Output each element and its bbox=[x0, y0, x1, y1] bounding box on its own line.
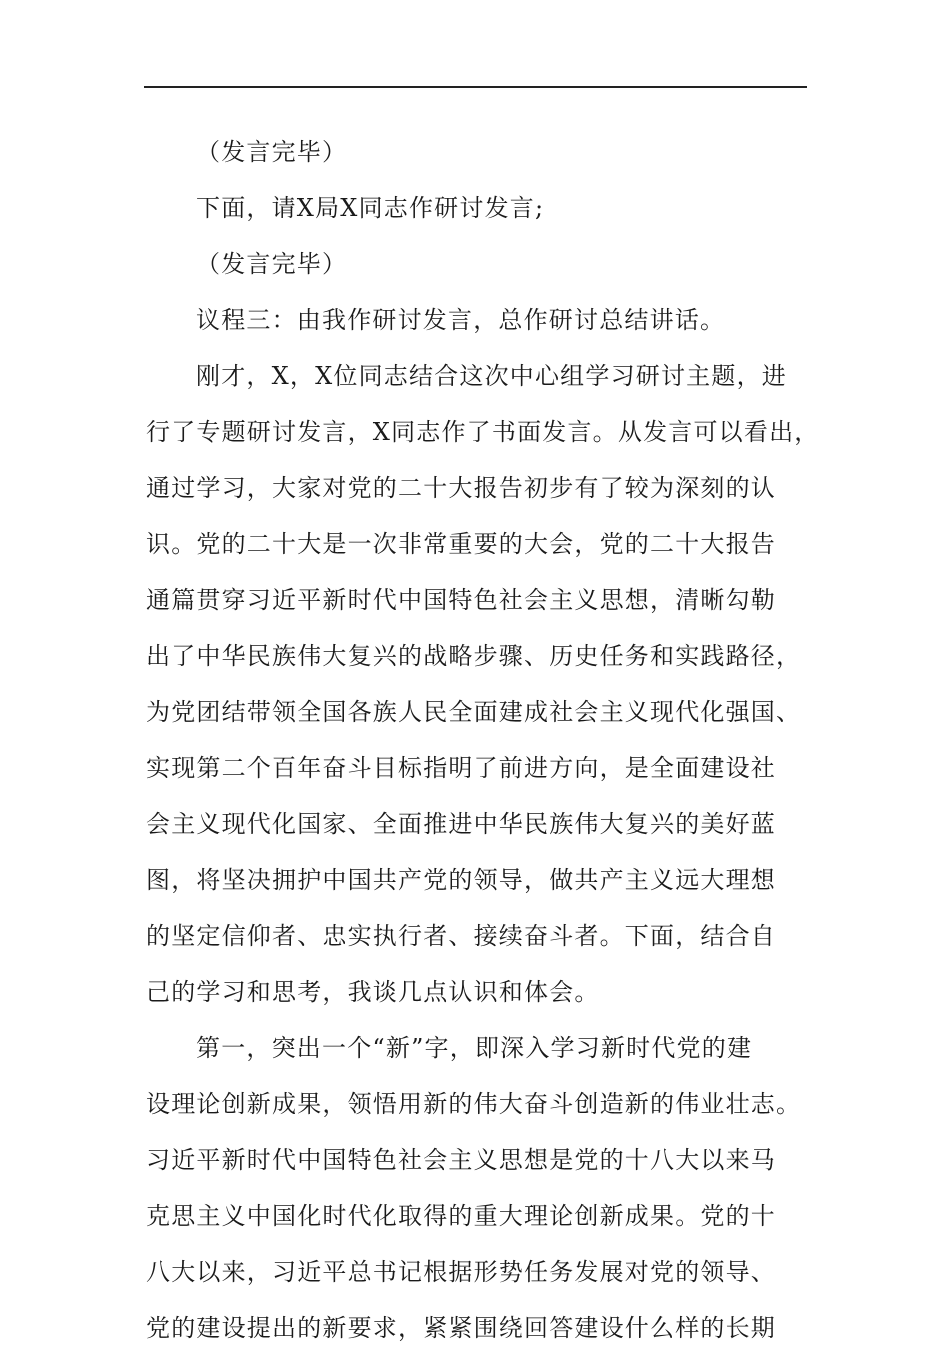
text-line: 为党团结带领全国各族人民全面建成社会主义现代化强国、 bbox=[146, 698, 802, 726]
text-line: 实现第二个百年奋斗目标指明了前进方向，是全面建设社 bbox=[146, 754, 776, 782]
text-line: 己的学习和思考，我谈几点认识和体会。 bbox=[146, 978, 600, 1006]
text-line: 党的建设提出的新要求，紧紧围绕回答建设什么样的长期 bbox=[146, 1314, 776, 1342]
text-line: 识。党的二十大是一次非常重要的大会，党的二十大报告 bbox=[146, 530, 776, 558]
text-line: 会主义现代化国家、全面推进中华民族伟大复兴的美好蓝 bbox=[146, 810, 776, 838]
text-line: 行了专题研讨发言，X同志作了书面发言。从发言可以看出， bbox=[146, 418, 820, 446]
text-line: 的坚定信仰者、忠实执行者、接续奋斗者。下面，结合自 bbox=[146, 922, 776, 950]
paragraph-start-line: 第一，突出一个“新”字，即深入学习新时代党的建 bbox=[196, 1034, 753, 1062]
text-line: 通篇贯穿习近平新时代中国特色社会主义思想，清晰勾勒 bbox=[146, 586, 776, 614]
text-line: 通过学习，大家对党的二十大报告初步有了较为深刻的认 bbox=[146, 474, 776, 502]
text-line: 图，将坚决拥护中国共产党的领导，做共产主义远大理想 bbox=[146, 866, 776, 894]
text-line: （发言完毕） bbox=[196, 250, 348, 278]
text-line: 议程三：由我作研讨发言，总作研讨总结讲话。 bbox=[196, 306, 726, 334]
text-line: 下面，请X局X同志作研讨发言; bbox=[196, 194, 545, 222]
text-line: （发言完毕） bbox=[196, 138, 348, 166]
text-line: 设理论创新成果，领悟用新的伟大奋斗创造新的伟业壮志。 bbox=[146, 1090, 802, 1118]
paragraph-start-line: 刚才，X，X位同志结合这次中心组学习研讨主题，进 bbox=[196, 362, 787, 390]
text-line: 八大以来，习近平总书记根据形势任务发展对党的领导、 bbox=[146, 1258, 776, 1286]
document-body bbox=[146, 124, 818, 1356]
text-line: 克思主义中国化时代化取得的重大理论创新成果。党的十 bbox=[146, 1202, 776, 1230]
text-line: 出了中华民族伟大复兴的战略步骤、历史任务和实践路径， bbox=[146, 642, 802, 670]
header-rule bbox=[144, 86, 807, 88]
text-line: 习近平新时代中国特色社会主义思想是党的十八大以来马 bbox=[146, 1146, 776, 1174]
